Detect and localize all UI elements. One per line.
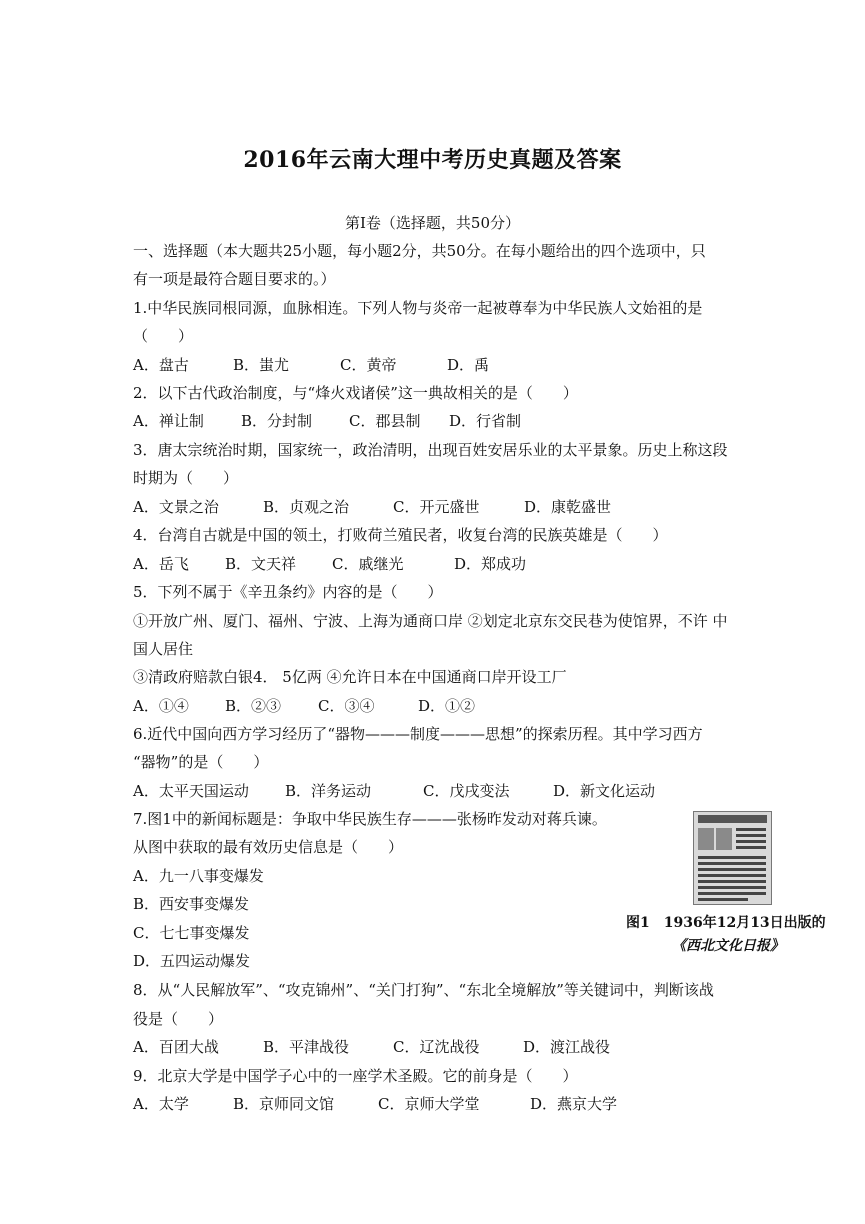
option[interactable]: B．京师同文馆 <box>233 1095 335 1113</box>
figure-caption: 图1 1936年12月13日出版的 <box>626 915 826 931</box>
option[interactable]: A．太学 <box>133 1095 189 1113</box>
figure-caption-source: 《西北文化日报》 <box>672 938 784 954</box>
option[interactable]: B．②③ <box>225 697 282 715</box>
question-5-stem: ①开放广州、厦门、福州、宁波、上海为通商口岸 ②划定北京东交民巷为使馆界，不许 中 <box>133 612 728 630</box>
option[interactable]: A．盘古 <box>133 356 189 374</box>
question-1-options <box>133 355 489 375</box>
option[interactable]: B．蚩尤 <box>233 356 290 374</box>
option[interactable]: A．文景之治 <box>133 498 219 516</box>
option[interactable]: B．分封制 <box>241 412 313 430</box>
question-2-options <box>133 411 521 431</box>
option[interactable]: B．西安事变爆发 <box>133 895 250 913</box>
question-8-options <box>133 1037 610 1057</box>
option[interactable]: D．新文化运动 <box>553 782 656 800</box>
option[interactable]: B．文天祥 <box>225 555 297 573</box>
question-3-options <box>133 497 611 517</box>
option[interactable]: A．①④ <box>133 697 189 715</box>
option[interactable]: A．太平天国运动 <box>133 782 249 800</box>
question-3-stem: 3．唐太宗统治时期，国家统一，政治清明，出现百姓安居乐业的太平景象。历史上称这段 <box>133 441 728 459</box>
option[interactable]: D．燕京大学 <box>530 1095 618 1113</box>
page-title: 2016年云南大理中考历史真题及答案 <box>243 147 622 173</box>
question-6-stem: “器物”的是（ ） <box>133 753 269 771</box>
question-8-stem: 8．从“人民解放军”、“攻克锦州”、“关门打狗”、“东北全境解放”等关键词中，判断该战 <box>133 981 714 999</box>
option[interactable]: C．黄帝 <box>340 356 397 374</box>
option[interactable]: C．京师大学堂 <box>378 1095 480 1113</box>
question-4-stem: 4．台湾自古就是中国的领土，打败荷兰殖民者，收复台湾的民族英雄是（ ） <box>133 526 668 544</box>
option[interactable]: C．郡县制 <box>349 412 421 430</box>
question-7-stem: 7.图1中的新闻标题是：争取中华民族生存———张杨昨发动对蒋兵谏。 <box>133 810 607 828</box>
question-5-stem: 国人居住 <box>133 640 194 658</box>
question-6-options <box>133 781 655 801</box>
option[interactable]: D．行省制 <box>449 412 522 430</box>
option[interactable]: A．九一八事变爆发 <box>133 867 264 885</box>
option[interactable]: D．郑成功 <box>454 555 527 573</box>
option[interactable]: C．辽沈战役 <box>393 1038 480 1056</box>
option[interactable]: C．开元盛世 <box>393 498 480 516</box>
option[interactable]: C．③④ <box>318 697 375 715</box>
instructions-line-2: 有一项是最符合题目要求的。） <box>133 270 336 288</box>
question-7-stem: 从图中获取的最有效历史信息是（ ） <box>133 838 404 856</box>
question-9-stem: 9．北京大学是中国学子心中的一座学术圣殿。它的前身是（ ） <box>133 1067 578 1085</box>
option[interactable]: D．五四运动爆发 <box>133 952 251 970</box>
newspaper-image <box>693 811 772 905</box>
option[interactable]: A．岳飞 <box>133 555 189 573</box>
question-8-stem: 役是（ ） <box>133 1010 224 1028</box>
option[interactable]: C．戊戌变法 <box>423 782 510 800</box>
option[interactable]: D．渡江战役 <box>523 1038 611 1056</box>
question-2-stem: 2．以下古代政治制度，与“烽火戏诸侯”这一典故相关的是（ ） <box>133 384 578 402</box>
option[interactable]: B．平津战役 <box>263 1038 350 1056</box>
question-1-stem: （ ） <box>133 327 194 345</box>
option[interactable]: B．洋务运动 <box>285 782 372 800</box>
question-5-stem: 5．下列不属于《辛丑条约》内容的是（ ） <box>133 583 443 601</box>
question-5-stem: ③清政府赔款白银4． 5亿两 ④允许日本在中国通商口岸开设工厂 <box>133 668 567 686</box>
option[interactable]: D．康乾盛世 <box>524 498 612 516</box>
instructions-line-1: 一、选择题（本大题共25小题，每小题2分，共50分。在每小题给出的四个选项中，只 <box>133 242 706 260</box>
option[interactable]: C．戚继光 <box>332 555 404 573</box>
option[interactable]: D．①② <box>418 697 476 715</box>
question-3-stem: 时期为（ ） <box>133 469 239 487</box>
question-4-options <box>133 554 526 574</box>
option[interactable]: D．禹 <box>447 356 490 374</box>
option[interactable]: A．禅让制 <box>133 412 204 430</box>
option[interactable]: C．七七事变爆发 <box>133 924 250 942</box>
section-header: 第Ⅰ卷（选择题，共50分） <box>344 214 520 232</box>
question-5-options <box>133 696 475 716</box>
option[interactable]: B．贞观之治 <box>263 498 350 516</box>
question-6-stem: 6.近代中国向西方学习经历了“器物———制度———思想”的探索历程。其中学习西方 <box>133 725 703 743</box>
question-9-options <box>133 1094 617 1114</box>
question-1-stem: 1.中华民族同根同源，血脉相连。下列人物与炎帝一起被尊奉为中华民族人文始祖的是 <box>133 299 703 317</box>
option[interactable]: A．百团大战 <box>133 1038 219 1056</box>
